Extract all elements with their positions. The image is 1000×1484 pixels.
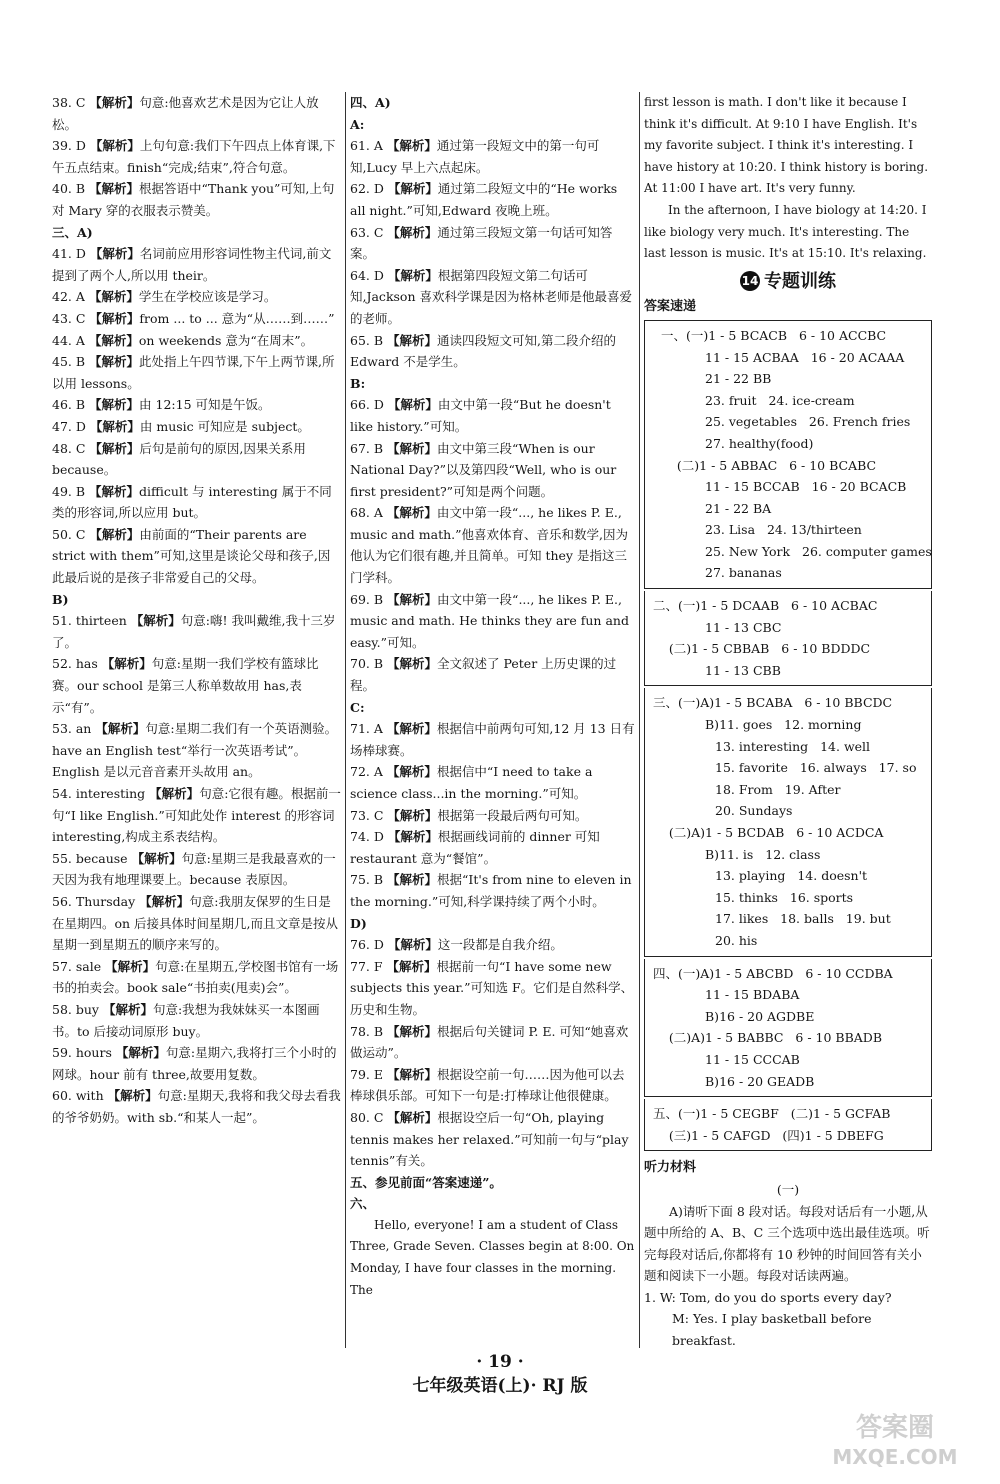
analysis-text: 这一段都是自我介绍。 bbox=[437, 937, 563, 953]
analysis-text: 名词前应用形容词性物主代词,前文提到了两个人,所以用 their。 bbox=[52, 246, 332, 283]
answer-number: 39. D bbox=[52, 138, 86, 154]
analysis-text: on weekends 意为“在周末”。 bbox=[138, 332, 314, 348]
answer-item bbox=[52, 718, 342, 783]
answer-line: 23. Lisa 24. 13/thirteen bbox=[705, 522, 862, 538]
answer-item bbox=[52, 891, 342, 956]
answer-number: 72. A bbox=[350, 764, 383, 780]
analysis-text: 句意:星期一我们学校有篮球比赛。our school 是第三人称单数故用 has,表示“有”。 bbox=[52, 656, 319, 715]
answer-number: 55. because bbox=[52, 850, 128, 866]
watermark-url: MXQE.COM bbox=[832, 1445, 958, 1469]
answer-line: B)11. goes 12. morning bbox=[705, 717, 862, 733]
section-label: A: bbox=[350, 116, 365, 132]
answer-line: 23. fruit 24. ice-cream bbox=[705, 392, 855, 408]
analysis-tag: 【解析】 bbox=[101, 656, 152, 672]
column-divider bbox=[639, 92, 640, 1348]
answer-number: 45. B bbox=[52, 354, 86, 370]
answer-item bbox=[350, 718, 636, 761]
answer-line: 17. likes 18. balls 19. but bbox=[715, 911, 891, 927]
analysis-text: from ... to ... 意为“从……到……” bbox=[139, 310, 335, 326]
answer-number: 58. buy bbox=[52, 1001, 99, 1017]
answer-item bbox=[52, 178, 342, 221]
page-footer bbox=[0, 1350, 1000, 1398]
analysis-text: 学生在学校应该是学习。 bbox=[138, 289, 277, 305]
listening-intro: A)请听下面 8 段对话。每段对话后有一小题,从题中所给的 A、B、C 三个选项中选出最佳选项。听完每段对话后,你都将有 10 秒钟的时间回答有关小题和阅读下一小题。每段对话读两遍。 bbox=[644, 1203, 930, 1284]
answer-number: 56. Thursday bbox=[52, 893, 136, 909]
answer-number: 62. D bbox=[350, 181, 384, 197]
answer-line: 25. vegetables 26. French fries bbox=[705, 414, 911, 430]
section-title bbox=[644, 271, 932, 293]
answer-number: 71. A bbox=[350, 721, 383, 737]
analysis-text: 根据信中前两句可知,12 月 13 日有场棒球赛。 bbox=[350, 721, 635, 758]
answer-item bbox=[350, 589, 636, 654]
answer-item bbox=[350, 502, 636, 588]
analysis-tag: 【解析】 bbox=[89, 418, 140, 434]
analysis-tag: 【解析】 bbox=[387, 937, 438, 953]
analysis-text: 上句句意:我们下午四点上体育课,下午五点结束。finish“完成;结束”,符合句意。 bbox=[52, 138, 336, 175]
answer-item bbox=[52, 1042, 342, 1085]
column-divider bbox=[345, 92, 346, 1348]
analysis-text: 根据设空后一句“Oh, playing tennis makes her relaxed.”可知前一句与“play tennis”有关。 bbox=[350, 1109, 629, 1169]
answer-item bbox=[350, 265, 636, 330]
section-label: B) bbox=[52, 591, 69, 607]
answer-item bbox=[52, 308, 342, 330]
answer-number: 53. an bbox=[52, 721, 92, 737]
analysis-tag: 【解析】 bbox=[89, 440, 140, 456]
answer-line: 21 - 22 BA bbox=[705, 500, 772, 516]
answer-item bbox=[350, 394, 636, 437]
section-label: 四、A) bbox=[350, 95, 391, 110]
analysis-tag: 【解析】 bbox=[88, 332, 139, 348]
column-2 bbox=[350, 92, 636, 1301]
answer-line: 11 - 13 CBC bbox=[705, 619, 782, 635]
answer-line: 15. thinks 16. sports bbox=[715, 889, 854, 905]
essay-continuation: first lesson is math. I don't like it because I think it's difficult. At 9:10 I have English. It's my favorite subject. I think it's interesting. I have history at 10:20. I think history is boring. At 11:00 I have art. It's very funny. bbox=[644, 95, 929, 196]
analysis-text: 句意:在星期五,学校图书馆有一场书的拍卖会。book sale“书拍卖(甩卖)会”。 bbox=[52, 958, 339, 996]
analysis-text: 根据信中“I need to take a science class...in the morning.”可知。 bbox=[350, 764, 593, 801]
listening-part: (一) bbox=[776, 1181, 800, 1197]
answer-number: 77. F bbox=[350, 958, 383, 974]
analysis-tag: 【解析】 bbox=[386, 505, 437, 521]
answer-item bbox=[52, 330, 342, 352]
analysis-text: 根据后句关键词 P. E. 可知“她喜欢做运动”。 bbox=[350, 1023, 629, 1061]
answer-line: 一、(一)1 - 5 BCACB 6 - 10 ACCBC bbox=[661, 327, 887, 343]
analysis-tag: 【解析】 bbox=[387, 829, 438, 845]
analysis-text: 句意:星期天,我将和我父母去看我的爷爷奶奶。with sb.“和某人一起”。 bbox=[52, 1088, 341, 1125]
answer-item bbox=[52, 848, 342, 891]
analysis-text: 句意:他喜欢艺术是因为它让人放松。 bbox=[52, 95, 319, 132]
answer-item bbox=[350, 135, 636, 178]
answer-line: 18. From 19. After bbox=[715, 781, 841, 797]
answer-line: 五、(一)1 - 5 CEGBF (二)1 - 5 GCFAB bbox=[653, 1106, 891, 1122]
section-label: B: bbox=[350, 375, 366, 391]
answer-line: 21 - 22 BB bbox=[705, 371, 772, 387]
analysis-text: 此处指上午四节课,下午上两节课,所以用 lessons。 bbox=[52, 354, 335, 391]
analysis-text: 通过第三段短文第一句话可知答案。 bbox=[350, 224, 613, 262]
analysis-tag: 【解析】 bbox=[102, 1001, 153, 1017]
analysis-tag: 【解析】 bbox=[89, 526, 140, 542]
answer-boxes bbox=[644, 320, 932, 1151]
answer-item bbox=[52, 135, 342, 178]
answer-number: 57. sale bbox=[52, 958, 102, 974]
analysis-text: 通过第一段短文中的第一句可知,Lucy 早上六点起床。 bbox=[350, 138, 600, 175]
answer-line: 27. bananas bbox=[705, 565, 782, 581]
answer-line: 13. playing 14. doesn't bbox=[715, 868, 868, 884]
analysis-text: 句意:我朋友保罗的生日是在星期四。on 后接具体时间星期几,而且文章是按从星期一到星期五的顺序来写的。 bbox=[52, 893, 339, 953]
answer-item bbox=[350, 869, 636, 912]
analysis-tag: 【解析】 bbox=[386, 721, 437, 737]
answer-number: 54. interesting bbox=[52, 786, 146, 801]
answer-number: 59. hours bbox=[52, 1045, 112, 1061]
answer-number: 78. B bbox=[350, 1023, 384, 1039]
answer-number: 51. thirteen bbox=[52, 613, 127, 629]
answer-line: (二)A)1 - 5 BABBC 6 - 10 BBADB bbox=[653, 1030, 883, 1046]
answer-item bbox=[350, 1107, 636, 1172]
answer-box bbox=[644, 591, 932, 686]
answer-number: 75. B bbox=[350, 872, 384, 888]
analysis-tag: 【解析】 bbox=[105, 958, 156, 974]
answer-line: 15. favorite 16. always 17. so bbox=[715, 760, 917, 776]
answer-number: 67. B bbox=[350, 440, 384, 456]
answer-number: 44. A bbox=[52, 332, 85, 348]
analysis-text: 根据设空前一句……因为他可以去棒球俱乐部。可知下一句是:打棒球让他很健康。 bbox=[350, 1066, 625, 1104]
answer-item bbox=[350, 1064, 636, 1107]
answer-item bbox=[52, 438, 342, 481]
answer-item bbox=[350, 438, 636, 503]
analysis-tag: 【解析】 bbox=[387, 332, 438, 348]
answer-box bbox=[644, 320, 932, 589]
book-title: 七年级英语(上)· RJ 版 bbox=[412, 1376, 588, 1396]
section-number-badge: 14 bbox=[740, 271, 760, 291]
analysis-tag: 【解析】 bbox=[149, 786, 200, 801]
essay-paragraph: Hello, everyone! I am a student of Class Three, Grade Seven. Classes begin at 8:00. On Monday, I have four classes in the morning. The bbox=[350, 1217, 635, 1297]
answer-item bbox=[350, 1021, 636, 1064]
analysis-text: 由文中第一段“But he doesn't like history.”可知。 bbox=[350, 397, 611, 434]
analysis-text: 由文中第一段“..., he likes P. E., music and math. He thinks they are fun and easy.”可知。 bbox=[350, 591, 629, 650]
dialog-line: 1. W: Tom, do you do sports every day? bbox=[644, 1289, 892, 1305]
page-number: · 19 · bbox=[476, 1352, 524, 1372]
answer-line: (二)1 - 5 ABBAC 6 - 10 BCABC bbox=[661, 457, 877, 473]
analysis-tag: 【解析】 bbox=[89, 246, 140, 262]
analysis-tag: 【解析】 bbox=[89, 354, 140, 370]
answer-line: B)16 - 20 GEADB bbox=[705, 1073, 815, 1089]
answer-item bbox=[350, 956, 636, 1021]
answer-number: 74. D bbox=[350, 829, 384, 845]
answer-line: 20. his bbox=[715, 932, 758, 948]
answer-item bbox=[350, 653, 636, 696]
section-label: C: bbox=[350, 699, 365, 715]
answer-item bbox=[350, 805, 636, 827]
analysis-tag: 【解析】 bbox=[88, 289, 139, 305]
analysis-tag: 【解析】 bbox=[387, 1023, 438, 1039]
answer-item bbox=[350, 178, 636, 221]
answer-item bbox=[52, 394, 342, 416]
answer-number: 47. D bbox=[52, 418, 86, 434]
answer-line: 二、(一)1 - 5 DCAAB 6 - 10 ACBAC bbox=[653, 598, 878, 614]
answer-number: 64. D bbox=[350, 267, 384, 283]
answer-line: (二)1 - 5 CBBAB 6 - 10 BDDDC bbox=[653, 641, 871, 657]
answer-number: 46. B bbox=[52, 397, 86, 413]
answer-item bbox=[52, 653, 342, 718]
answer-item bbox=[52, 481, 342, 524]
answer-number: 42. A bbox=[52, 289, 85, 305]
answer-item bbox=[52, 999, 342, 1042]
section-label: 五、参见前面“答案速递”。 bbox=[350, 1174, 502, 1190]
section-label: D) bbox=[350, 915, 367, 931]
answer-line: 11 - 15 CCCAB bbox=[705, 1051, 800, 1067]
answer-item bbox=[52, 610, 342, 653]
watermark-logo bbox=[810, 1406, 980, 1470]
analysis-tag: 【解析】 bbox=[139, 893, 190, 909]
analysis-text: 根据画线词前的 dinner 可知 restaurant 意为“餐馆”。 bbox=[350, 829, 600, 866]
answer-item bbox=[350, 934, 636, 956]
answer-line: 11 - 13 CBB bbox=[705, 662, 781, 678]
answer-item bbox=[350, 330, 636, 373]
answers-heading: 答案速递 bbox=[644, 299, 697, 315]
answer-line: (三)1 - 5 CAFGD (四)1 - 5 DBEFG bbox=[653, 1127, 884, 1143]
answer-number: 80. C bbox=[350, 1109, 384, 1125]
analysis-text: 句意:星期六,我将打三个小时的网球。hour 前有 three,故要用复数。 bbox=[52, 1045, 337, 1082]
answer-item bbox=[52, 243, 342, 286]
answer-number: 60. with bbox=[52, 1088, 104, 1104]
answer-item bbox=[350, 222, 636, 265]
analysis-tag: 【解析】 bbox=[387, 591, 438, 607]
answer-line: 11 - 15 BCCAB 16 - 20 BCACB bbox=[705, 479, 907, 495]
answer-item bbox=[52, 1085, 342, 1128]
answer-number: 79. E bbox=[350, 1066, 383, 1082]
analysis-tag: 【解析】 bbox=[387, 224, 438, 240]
answer-item bbox=[52, 416, 342, 438]
answer-number: 48. C bbox=[52, 440, 86, 456]
analysis-tag: 【解析】 bbox=[387, 872, 438, 888]
answer-box bbox=[644, 959, 932, 1098]
analysis-tag: 【解析】 bbox=[387, 656, 438, 672]
answer-line: 11 - 15 BDABA bbox=[705, 987, 800, 1003]
answer-box bbox=[644, 1099, 932, 1151]
analysis-tag: 【解析】 bbox=[95, 721, 146, 737]
analysis-text: 通过第二段短文中的“He works all night.”可知,Edward 夜晚上班。 bbox=[350, 181, 618, 218]
answer-line: B)16 - 20 AGDBE bbox=[705, 1008, 815, 1024]
answer-number: 73. C bbox=[350, 807, 384, 823]
answer-number: 76. D bbox=[350, 937, 384, 953]
answer-number: 49. B bbox=[52, 483, 86, 499]
analysis-tag: 【解析】 bbox=[386, 958, 437, 974]
analysis-tag: 【解析】 bbox=[386, 764, 437, 780]
answer-item bbox=[52, 524, 342, 589]
watermark-text: 答案圈 bbox=[855, 1413, 935, 1443]
answer-number: 70. B bbox=[350, 656, 384, 672]
analysis-tag: 【解析】 bbox=[387, 267, 438, 283]
answer-item bbox=[52, 286, 342, 308]
section-label: 六、 bbox=[350, 1196, 376, 1212]
answer-item bbox=[350, 761, 636, 804]
section-label: 三、A) bbox=[52, 224, 93, 240]
answer-number: 41. D bbox=[52, 246, 86, 262]
analysis-tag: 【解析】 bbox=[89, 483, 140, 499]
analysis-tag: 【解析】 bbox=[107, 1088, 158, 1104]
analysis-tag: 【解析】 bbox=[89, 95, 140, 110]
answer-line: 25. New York 26. computer games bbox=[705, 543, 932, 559]
answer-number: 61. A bbox=[350, 138, 383, 154]
answer-line: 四、(一)A)1 - 5 ABCBD 6 - 10 CCDBA bbox=[653, 965, 893, 981]
answer-number: 50. C bbox=[52, 526, 86, 542]
analysis-tag: 【解析】 bbox=[387, 440, 438, 456]
column-3 bbox=[644, 92, 932, 1352]
answer-box bbox=[644, 688, 932, 956]
answer-line: 11 - 15 ACBAA 16 - 20 ACAAA bbox=[705, 349, 905, 365]
answer-number: 63. C bbox=[350, 224, 384, 240]
analysis-text: 根据第四段短文第二句话可知,Jackson 喜欢科学课是因为格林老师是他最喜爱的老师。 bbox=[350, 267, 632, 326]
analysis-tag: 【解析】 bbox=[130, 613, 181, 629]
analysis-text: 由 music 可知应是 subject。 bbox=[139, 418, 310, 434]
answer-number: 66. D bbox=[350, 397, 384, 413]
answer-line: 13. interesting 14. well bbox=[715, 738, 871, 754]
analysis-tag: 【解析】 bbox=[115, 1045, 166, 1061]
analysis-tag: 【解析】 bbox=[131, 850, 182, 866]
listening-heading: 听力材料 bbox=[644, 1160, 697, 1176]
answer-number: 68. A bbox=[350, 505, 383, 521]
answer-item bbox=[350, 826, 636, 869]
answer-number: 43. C bbox=[52, 310, 86, 326]
analysis-tag: 【解析】 bbox=[387, 807, 438, 823]
analysis-text: 句意:星期三是我最喜欢的一天因为我有地理课要上。because 表原因。 bbox=[52, 850, 336, 888]
analysis-text: 由 12:15 可知是午饭。 bbox=[139, 397, 271, 413]
analysis-text: 句意:它很有趣。根据前一句“I like English.”可知此处作 interest 的形容词 interesting,构成主系表结构。 bbox=[52, 786, 341, 845]
answer-number: 69. B bbox=[350, 591, 384, 607]
analysis-text: 由前面的“Their parents are strict with them”可知,这里是谈论父母和孩子,因此最后说的是孩子非常爱自己的父母。 bbox=[52, 526, 331, 586]
analysis-tag: 【解析】 bbox=[89, 397, 140, 413]
analysis-text: 由文中第三段“When is our National Day?”以及第四段“Well, who is our first president?”可知是两个问题。 bbox=[350, 440, 617, 499]
analysis-text: 根据“It's from nine to eleven in the morning.”可知,科学课持续了两个小时。 bbox=[350, 872, 632, 909]
answer-number: 52. has bbox=[52, 656, 98, 672]
answer-item bbox=[52, 783, 342, 848]
analysis-tag: 【解析】 bbox=[387, 397, 438, 413]
section-title-text: 专题训练 bbox=[764, 270, 836, 292]
analysis-text: 全文叙述了 Peter 上历史课的过程。 bbox=[350, 656, 617, 694]
analysis-text: 根据前一句“I have some new subjects this year.”可知选 F。它们是自然科学、历史和生物。 bbox=[350, 958, 634, 1017]
answer-item bbox=[52, 92, 342, 135]
analysis-text: 由文中第一段“..., he likes P. E., music and math.”他喜欢体育、音乐和数学,因为他认为它们很有趣,并且简单。可知 they 是指这三门学科。 bbox=[350, 505, 628, 586]
dialog-line: M: Yes. I play basketball before breakfast. bbox=[672, 1311, 872, 1349]
analysis-text: 根据答语中“Thank you”可知,上句对 Mary 穿的衣服表示赞美。 bbox=[52, 181, 335, 218]
analysis-text: 后句是前句的原因,因果关系用 because。 bbox=[52, 440, 306, 478]
answer-line: B)11. is 12. class bbox=[705, 846, 821, 862]
answer-line: 27. healthy(food) bbox=[705, 435, 814, 451]
analysis-text: 句意:我想为我妹妹买一本图画书。to 后接动词原形 buy。 bbox=[52, 1001, 320, 1039]
analysis-tag: 【解析】 bbox=[386, 1066, 437, 1082]
column-1 bbox=[52, 92, 342, 1129]
analysis-tag: 【解析】 bbox=[89, 310, 140, 326]
answer-item bbox=[52, 351, 342, 394]
analysis-tag: 【解析】 bbox=[387, 181, 438, 197]
analysis-text: 通读四段短文可知,第二段介绍的 Edward 不是学生。 bbox=[350, 332, 617, 370]
analysis-tag: 【解析】 bbox=[386, 138, 437, 154]
answer-number: 38. C bbox=[52, 95, 86, 110]
analysis-text: 句意:嗨! 我叫戴维,我十三岁了。 bbox=[52, 613, 336, 650]
analysis-tag: 【解析】 bbox=[89, 138, 140, 154]
analysis-text: 句意:星期二我们有一个英语测验。have an English test“举行一次英语考试”。English 是以元音音素开头故用 an。 bbox=[52, 721, 338, 780]
analysis-text: difficult 与 interesting 属于不同类的形容词,所以应用 but。 bbox=[52, 483, 332, 521]
essay-paragraph: In the afternoon, I have biology at 14:20. I like biology very much. It's interesting. The last lesson is music. It's at 15:10. It's relaxing. bbox=[644, 202, 927, 261]
answer-line: 三、(一)A)1 - 5 BCABA 6 - 10 BBCDC bbox=[653, 695, 893, 711]
analysis-tag: 【解析】 bbox=[387, 1109, 438, 1125]
analysis-tag: 【解析】 bbox=[89, 181, 140, 197]
answer-line: (二)A)1 - 5 BCDAB 6 - 10 ACDCA bbox=[653, 825, 884, 840]
answer-line: 20. Sundays bbox=[715, 803, 793, 819]
analysis-text: 根据第一段最后两句可知。 bbox=[437, 807, 588, 823]
answer-number: 65. B bbox=[350, 332, 384, 348]
answer-number: 40. B bbox=[52, 181, 86, 197]
answer-item bbox=[52, 956, 342, 999]
